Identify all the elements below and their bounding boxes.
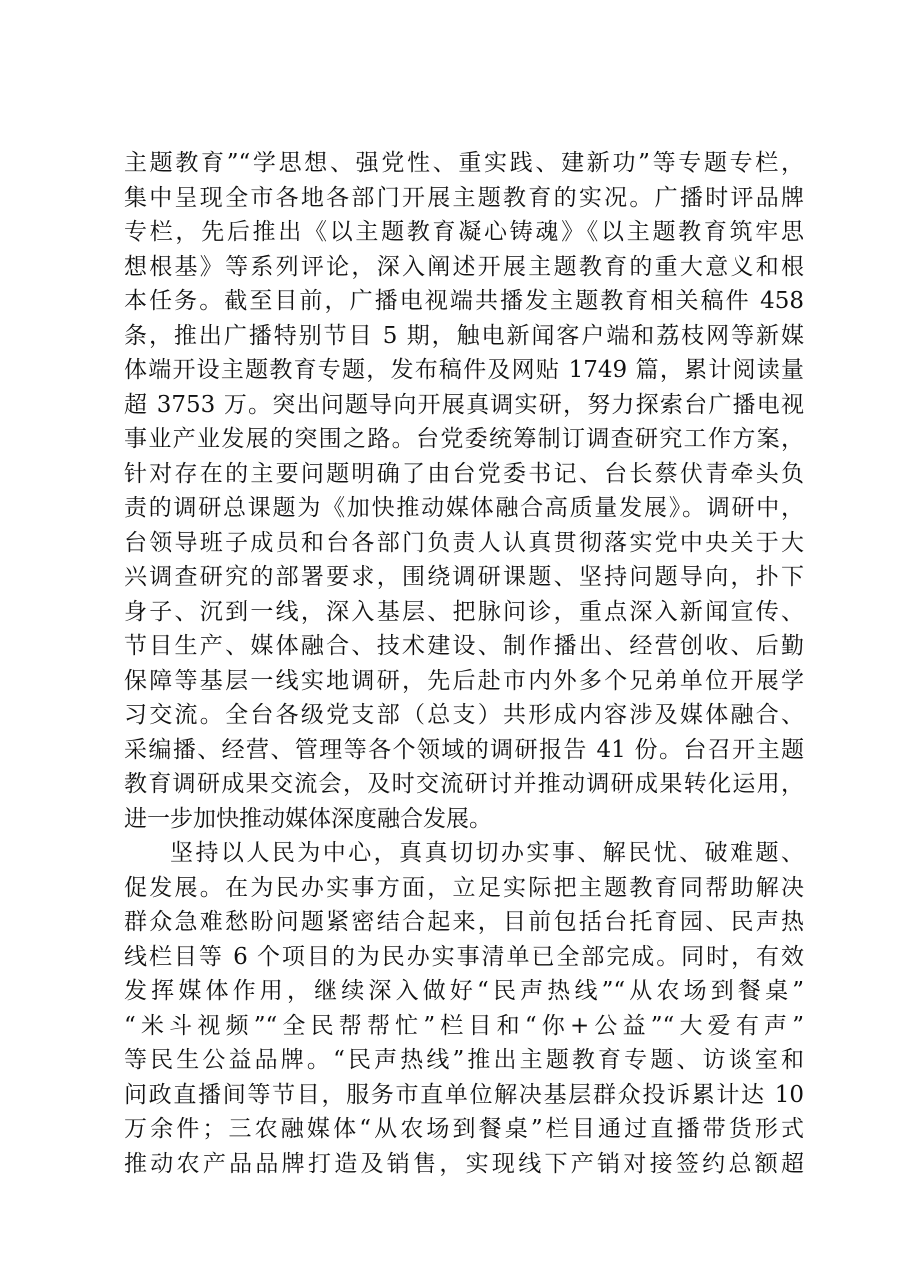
paragraph-1-line: 条，推出广播特别节目 5 期，触电新闻客户端和荔枝网等新媒 — [124, 322, 804, 349]
paragraph-2-line: 线栏目等 6 个项目的为民办实事清单已全部完成。同时，有效 — [124, 943, 804, 970]
paragraph-2-line: 促发展。在为民办实事方面，立足实际把主题教育同帮助解决 — [124, 874, 804, 901]
paragraph-2-line: 问政直播间等节目，服务市直单位解决基层群众投诉累计达 10 — [124, 1081, 804, 1108]
paragraph-1-line: 体端开设主题教育专题，发布稿件及网贴 1749 篇，累计阅读量 — [124, 357, 804, 383]
paragraph-1-last-line: 进一步加快推动媒体深度融合发展。 — [124, 805, 492, 832]
paragraph-1-line: 责的调研总课题为《加快推动媒体融合高质量发展》。调研中， — [124, 495, 804, 521]
paragraph-1-line: 主题教育”“学思想、强党性、重实践、建新功”等专题专栏， — [124, 150, 804, 176]
paragraph-1-line: 超 3753 万。突出问题导向开展真调实研，努力探索台广播电视 — [124, 391, 804, 418]
paragraph-2-line: “米斗视频”“全民帮帮忙”栏目和“你+公益”“大爱有声” — [124, 1012, 804, 1039]
paragraph-2-line: 推动农产品品牌打造及销售，实现线下产销对接签约总额超 — [124, 1150, 804, 1177]
paragraph-1-line: 事业产业发展的突围之路。台党委统筹制订调查研究工作方案， — [124, 426, 804, 452]
paragraph-1-line: 针对存在的主要问题明确了由台党委书记、台长蔡伏青牵头负 — [124, 460, 804, 487]
paragraph-1-line: 集中呈现全市各地各部门开展主题教育的实况。广播时评品牌 — [124, 184, 804, 211]
paragraph-1-line: 身子、沉到一线，深入基层、把脉问诊，重点深入新闻宣传、 — [124, 598, 804, 625]
paragraph-2-line: 发挥媒体作用，继续深入做好“民声热线”“从农场到餐桌” — [124, 978, 804, 1004]
paragraph-1-line: 节目生产、媒体融合、技术建设、制作播出、经营创收、后勤 — [124, 633, 804, 659]
paragraph-1-line: 想根基》等系列评论，深入阐述开展主题教育的重大意义和根 — [124, 253, 804, 280]
paragraph-1-line: 兴调查研究的部署要求，围绕调研课题、坚持问题导向，扑下 — [124, 564, 804, 590]
paragraph-2-first-line: 坚持以人民为中心，真真切切办实事、解民忧、破难题、 — [170, 840, 804, 866]
body-text — [124, 146, 804, 1181]
paragraph-1-line: 专栏，先后推出《以主题教育凝心铸魂》《以主题教育筑牢思 — [124, 219, 804, 245]
paragraph-1-line: 本任务。截至目前，广播电视端共播发主题教育相关稿件 458 — [124, 288, 804, 314]
paragraph-1-line: 采编播、经营、管理等各个领域的调研报告 41 份。台召开主题 — [124, 736, 804, 763]
paragraph-1-line: 教育调研成果交流会，及时交流研讨并推动调研成果转化运用， — [124, 771, 804, 797]
paragraph-2-line: 等民生公益品牌。“民声热线”推出主题教育专题、访谈室和 — [124, 1047, 804, 1073]
paragraph-2-line: 万余件；三农融媒体“从农场到餐桌”栏目通过直播带货形式 — [124, 1116, 804, 1142]
paragraph-1-line: 台领导班子成员和台各部门负责人认真贯彻落实党中央关于大 — [124, 529, 804, 556]
paragraph-2-line: 群众急难愁盼问题紧密结合起来，目前包括台托育园、民声热 — [124, 909, 804, 935]
paragraph-1-line: 习交流。全台各级党支部（总支）共形成内容涉及媒体融合、 — [124, 702, 804, 728]
paragraph-1-line: 保障等基层一线实地调研，先后赴市内外多个兄弟单位开展学 — [124, 667, 804, 694]
